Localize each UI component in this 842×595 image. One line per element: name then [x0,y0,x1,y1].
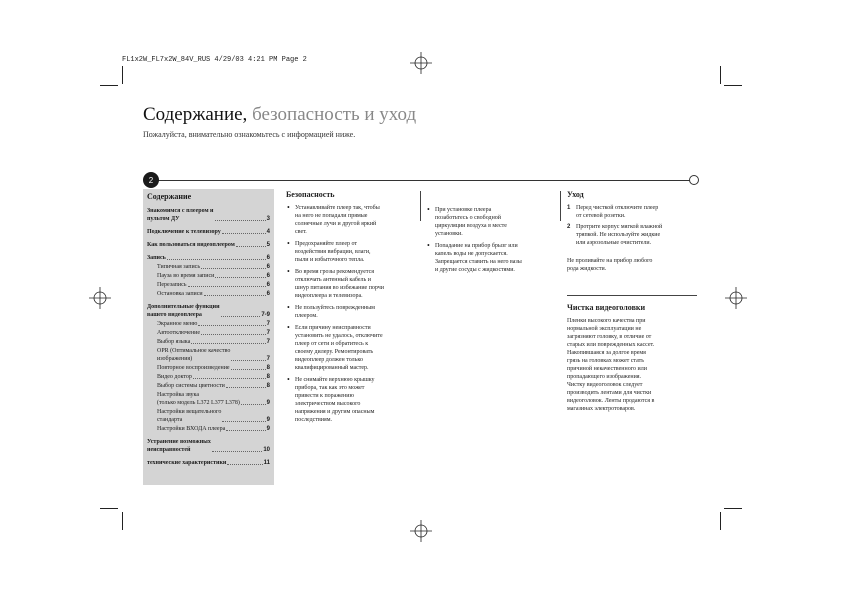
toc-entry [147,263,270,271]
toc-entry [147,281,270,289]
head-cleaning-title: Чистка видеоголовки [567,303,646,312]
toc-entry-label: Выбор системы цветности [157,383,225,389]
safety-list-left [286,204,416,424]
toc-leader-dots [236,246,266,247]
toc-entry-page: 8 [266,365,270,371]
page-title-rest: безопасность и уход [247,104,417,125]
toc-entry [147,382,270,390]
toc-entry [147,320,270,328]
toc-entry-label: Типичная запись [157,264,201,270]
toc-entry-label: Подключение к телевизору [147,229,221,235]
safety-list-right [426,206,556,274]
table-of-contents [143,189,274,485]
rule-end-circle [689,175,699,185]
toc-entry-page: 8 [266,383,270,389]
column-divider [420,191,421,221]
toc-entry-label: Видео доктор [157,374,192,380]
registration-mark-top [410,52,432,74]
toc-title: Содержание [147,192,192,201]
toc-leader-dots [191,343,265,344]
page-subtitle: Пожалуйста, внимательно ознакомьтесь с информацией ниже. [143,130,356,139]
toc-entry-label: Запись [147,255,166,261]
safety-item: • Не пользуйтесь поврежденным плеером. [286,304,416,320]
toc-entry [147,438,270,454]
care-title: Уход [567,190,584,199]
care-step-text: Перед чисткой отключите плеер от сетевой розетки. [576,205,659,219]
toc-entry-label: Экранное меню [157,321,198,327]
toc-leader-dots [222,421,265,422]
toc-entry-page: 7 [266,339,270,345]
print-header: FL1x2W_FL7x2W_84V_RUS 4/29/03 4:21 PM Page 2 [122,56,307,64]
toc-entry-page: 7 [266,330,270,336]
toc-leader-dots [215,220,266,221]
toc-entry-page: 4 [266,229,270,235]
toc-entry-label: Устранение возможных неисправностей [147,439,211,453]
toc-entry-label: Автоотключение [157,330,201,336]
toc-entry [147,347,270,363]
toc-entry-label: Как пользоваться видеоплеером [147,242,235,248]
toc-entry [147,272,270,280]
registration-mark-right [725,287,747,309]
toc-entry [147,391,270,407]
toc-entry-label: Знакомимся с плеером и пультом ДУ [147,208,214,222]
safety-section-continued [426,206,556,278]
care-note: Не проливайте на прибор любого рода жидкости. [567,258,653,272]
toc-entry [147,459,270,467]
toc-entry [147,290,270,298]
safety-item: • Не снимайте верхнюю крышку прибора, так как это может привести к поражению электричеством высокого напряжения и другим опасным последствиям. [286,376,416,424]
toc-entry [147,207,270,223]
toc-entry [147,364,270,372]
safety-item: • Если причину неисправности установить не удалось, отключите плеер от сети и обратитесь к своему дилеру. Ремонтировать видеоплеер должен только квалифицированный мастер. [286,324,416,372]
safety-item: • Устанавливайте плеер так, чтобы на него не попадали прямые солнечные лучи и другой яркий свет. [286,204,416,236]
toc-entry-page: 5 [266,242,270,248]
toc-entry-page: 6 [266,255,270,261]
care-heads-separator [567,295,697,296]
section-rule [150,180,694,181]
toc-leader-dots [188,286,266,287]
toc-entry-label: Дополнительные функции вашего видеоплеера [147,304,220,318]
toc-entry-page: 7-9 [261,312,270,318]
toc-entry [147,303,270,319]
toc-leader-dots [222,233,266,234]
toc-entry [147,254,270,262]
toc-leader-dots [231,360,265,361]
safety-item: • Попадание на прибор брызг или капель воды не допускается. Запрещается ставить на него вазы и другие сосуды с жидкостями. [426,242,556,274]
toc-entry-page: 9 [266,426,270,432]
care-step [567,223,697,247]
care-step-number: 1 [567,205,571,211]
toc-leader-dots [212,451,262,452]
page-title [143,104,416,126]
head-cleaning-section [567,304,697,417]
toc-entry-label: Настройки ВХОДА плеера [157,426,226,432]
toc-leader-dots [167,259,266,260]
toc-entry-label: OPR (Оптимальное качество изображения) [157,348,231,362]
toc-entry-page: 10 [263,447,270,453]
toc-entry-page: 3 [266,216,270,222]
column-divider-2 [560,191,561,221]
toc-entry-label: Настройки вещательного стандарта [157,409,222,423]
registration-mark-bottom [410,520,432,542]
toc-entry-label: Остановка записи [157,291,203,297]
toc-leader-dots [227,464,262,465]
toc-leader-dots [193,378,266,379]
toc-leader-dots [221,316,261,317]
care-steps [567,204,697,247]
safety-item: • Предохраняйте плеер от воздействия вибрации, влаги, пыли и избыточного тепла. [286,240,416,264]
toc-entry [147,329,270,337]
registration-mark-left [89,287,111,309]
toc-entry-page: 7 [266,321,270,327]
toc-entry-label: технические характеристики [147,460,227,466]
toc-list [147,207,270,467]
care-step-text: Протрите корпус мягкой влажной тряпкой. Не используйте жидкие или аэрозольные очистители. [576,224,663,246]
toc-entry [147,241,270,249]
toc-entry-label: Выбор языка [157,339,191,345]
toc-leader-dots [226,430,265,431]
care-section [567,191,697,277]
safety-item: • Во время грозы рекомендуется отключать антенный кабель и шнур питания во избежание порчи видеоплеера и телевизора. [286,268,416,300]
toc-entry-label: Перезапись [157,282,187,288]
toc-entry-page: 9 [266,400,270,406]
toc-entry-page: 9 [266,417,270,423]
toc-entry [147,228,270,236]
toc-entry-page: 6 [266,282,270,288]
head-cleaning-text: Пленки высокого качества при нормальной эксплуатации не загрязняют головку, в отличие от старых или поврежденных кассет. Накопившаяся за долгое время грязь на головках может стать причиной некачественного или пропадающего изображения. Чистку видеоголовок следует производить лентами для чистки видеоголовок. Ленты продаются в магазинах электротоваров. [567,318,655,412]
toc-leader-dots [198,325,265,326]
page-title-main: Содержание, [143,104,248,125]
toc-entry-page: 7 [266,356,270,362]
toc-leader-dots [201,334,266,335]
toc-entry [147,338,270,346]
page-number-badge: 2 [143,172,159,188]
toc-entry-page: 6 [266,273,270,279]
toc-leader-dots [215,277,265,278]
care-step-number: 2 [567,224,571,230]
toc-entry-page: 8 [266,374,270,380]
toc-entry-label: Пауза во время записи [157,273,215,279]
toc-entry-label: Настройка звука (только модель L372 L377 L378) [157,392,240,406]
toc-entry [147,425,270,433]
toc-entry-page: 6 [266,264,270,270]
safety-item: • При установке плеера позаботьтесь о свободной циркуляции воздуха в месте установки. [426,206,556,238]
toc-leader-dots [241,404,266,405]
care-step [567,204,697,220]
toc-leader-dots [204,295,266,296]
toc-leader-dots [231,369,266,370]
toc-leader-dots [226,387,266,388]
toc-leader-dots [201,268,266,269]
toc-entry [147,408,270,424]
toc-entry-label: Повторное воспроизведение [157,365,230,371]
safety-section [286,191,416,428]
toc-entry-page: 11 [263,460,270,466]
safety-title: Безопасность [286,190,335,199]
toc-entry-page: 6 [266,291,270,297]
toc-entry [147,373,270,381]
